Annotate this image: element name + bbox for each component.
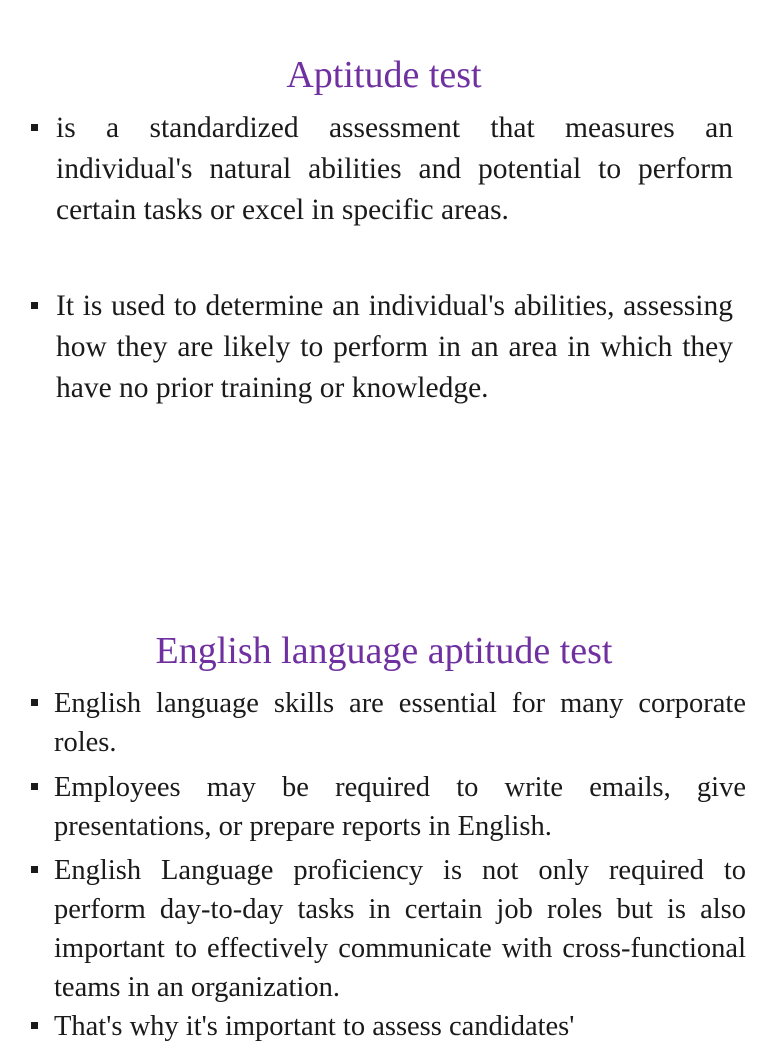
bullet-text: English Language proficiency is not only required to perform day-to-day tasks in certain job roles but is also important to effectively communicate with cross-functional teams in an organization. — [54, 855, 746, 1003]
bullet-item — [31, 1007, 746, 1046]
bullet-item — [31, 768, 746, 846]
square-bullet-icon — [31, 124, 38, 131]
bullet-text: English language skills are essential for many corporate roles. — [54, 688, 746, 758]
square-bullet-icon — [31, 783, 38, 790]
bullet-item — [31, 851, 746, 1007]
bullet-text: That's why it's important to assess candidates' — [54, 1011, 575, 1042]
bullet-text: Employees may be required to write emails, give presentations, or prepare reports in English. — [54, 772, 746, 842]
slide-title: English language aptitude test — [155, 630, 613, 672]
square-bullet-icon — [31, 699, 38, 706]
square-bullet-icon — [31, 302, 38, 309]
bullet-item — [31, 108, 733, 231]
bullet-text: is a standardized assessment that measures an individual's natural abilities and potential to perform certain tasks or excel in specific areas. — [56, 112, 733, 226]
square-bullet-icon — [31, 1022, 38, 1029]
slide-title: Aptitude test — [286, 54, 482, 96]
bullet-item — [31, 684, 746, 762]
bullet-text: It is used to determine an individual's abilities, assessing how they are likely to perform in an area in which they have no prior training or knowledge. — [56, 290, 733, 404]
square-bullet-icon — [31, 866, 38, 873]
bullet-item — [31, 286, 733, 409]
